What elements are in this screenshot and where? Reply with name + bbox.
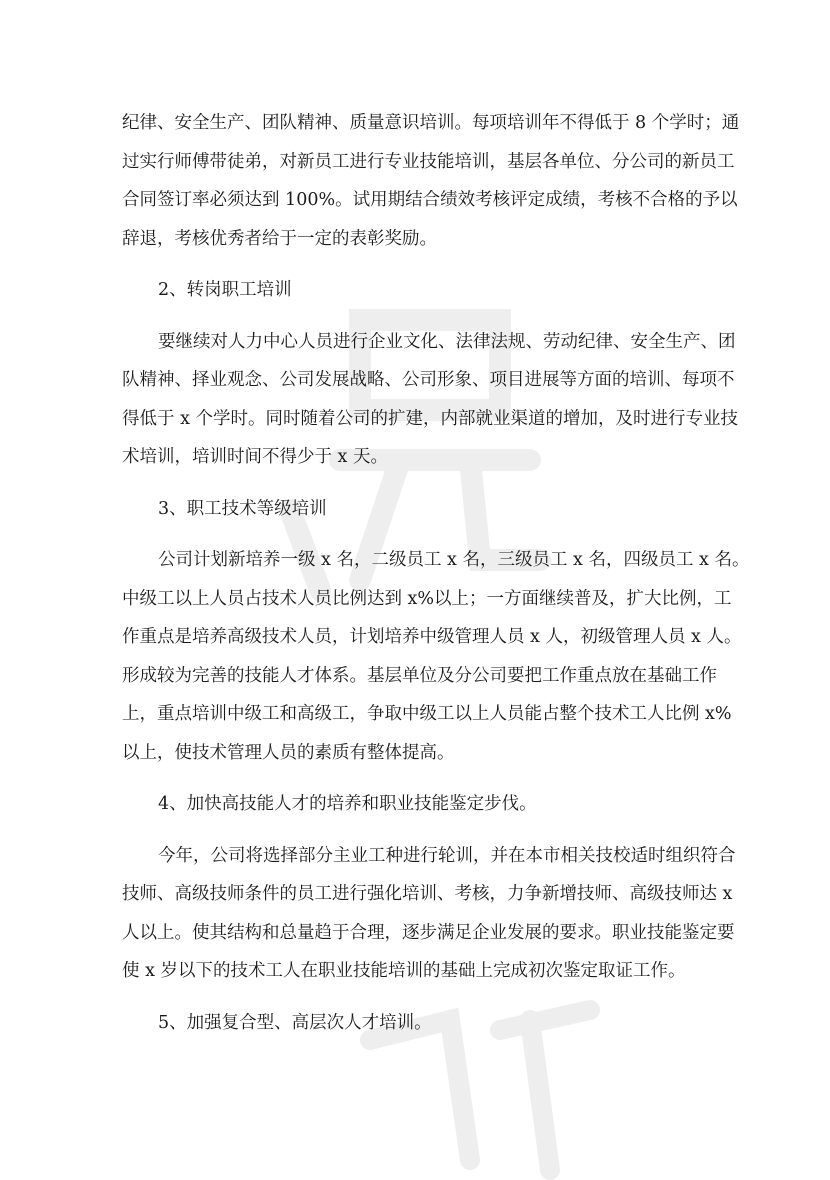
section-heading-2 — [122, 271, 710, 310]
heading-text: 2、转岗职工培训 — [158, 280, 292, 300]
text-line: 以上，使技术管理人员的素质有整体提高。 — [122, 742, 455, 763]
text-line: 公司计划新培养一级 x 名，二级员工 x 名，三级员工 x 名，四级员工 x 名。 — [158, 550, 750, 570]
document-body — [122, 104, 750, 1042]
section-heading-4 — [122, 785, 710, 824]
heading-text: 3、职工技术等级培训 — [158, 498, 327, 519]
text-line: 过实行师傅带徒弟，对新员工进行专业技能培训，基层各单位、分公司的新员工 — [122, 151, 735, 172]
text-line: 要继续对人力中心人员进行企业文化、法律法规、劳动纪律、安全生产、团 — [158, 331, 736, 352]
paragraph-1 — [122, 104, 740, 258]
text-line: 得低于 x 个学时。同时随着公司的扩建，内部就业渠道的增加，及时进行专业技 — [122, 408, 738, 429]
text-line: 形成较为完善的技能人才体系。基层单位及分公司要把工作重点放在基础工作 — [122, 665, 717, 686]
text-line: 人以上。使其结构和总量趋于合理，逐步满足企业发展的要求。职业技能鉴定要 — [122, 922, 735, 943]
text-line: 合同签订率必须达到 100%。试用期结合绩效考核评定成绩，考核不合格的予以 — [122, 190, 738, 210]
text-line: 辞退，考核优秀者给于一定的表彰奖励。 — [122, 228, 437, 249]
text-line: 上，重点培训中级工和高级工，争取中级工以上人员能占整个技术工人比例 x% — [122, 704, 732, 724]
text-line: 中级工以上人员占技术人员比例达到 x%以上；一方面继续普及，扩大比例，工 — [122, 588, 732, 609]
section-heading-5 — [122, 1004, 710, 1043]
text-line: 术培训，培训时间不得少于 x 天。 — [122, 447, 388, 467]
text-line: 作重点是培养高级技术人员，计划培养中级管理人员 x 人，初级管理人员 x 人。 — [122, 627, 742, 647]
section-heading-3 — [122, 490, 710, 529]
text-line: 使 x 岁以下的技术工人在职业技能培训的基础上完成初次鉴定取证工作。 — [122, 961, 686, 981]
paragraph-4 — [122, 837, 736, 991]
text-line: 技师、高级技师条件的员工进行强化培训、考核，力争新增技师、高级技师达 x — [122, 884, 733, 904]
heading-text: 5、加强复合型、高层次人才培训。 — [158, 1012, 432, 1033]
text-line: 纪律、安全生产、团队精神、质量意识培训。每项培训年不得低于 8 个学时；通 — [122, 113, 740, 133]
heading-text: 4、加快高技能人才的培养和职业技能鉴定步伐。 — [158, 794, 537, 814]
text-line: 今年，公司将选择部分主业工种进行轮训，并在本市相关技校适时组织符合 — [158, 845, 736, 866]
paragraph-3 — [122, 541, 750, 772]
text-line: 队精神、择业观念、公司发展战略、公司形象、项目进展等方面的培训、每项不 — [122, 370, 735, 390]
paragraph-2 — [122, 323, 738, 477]
